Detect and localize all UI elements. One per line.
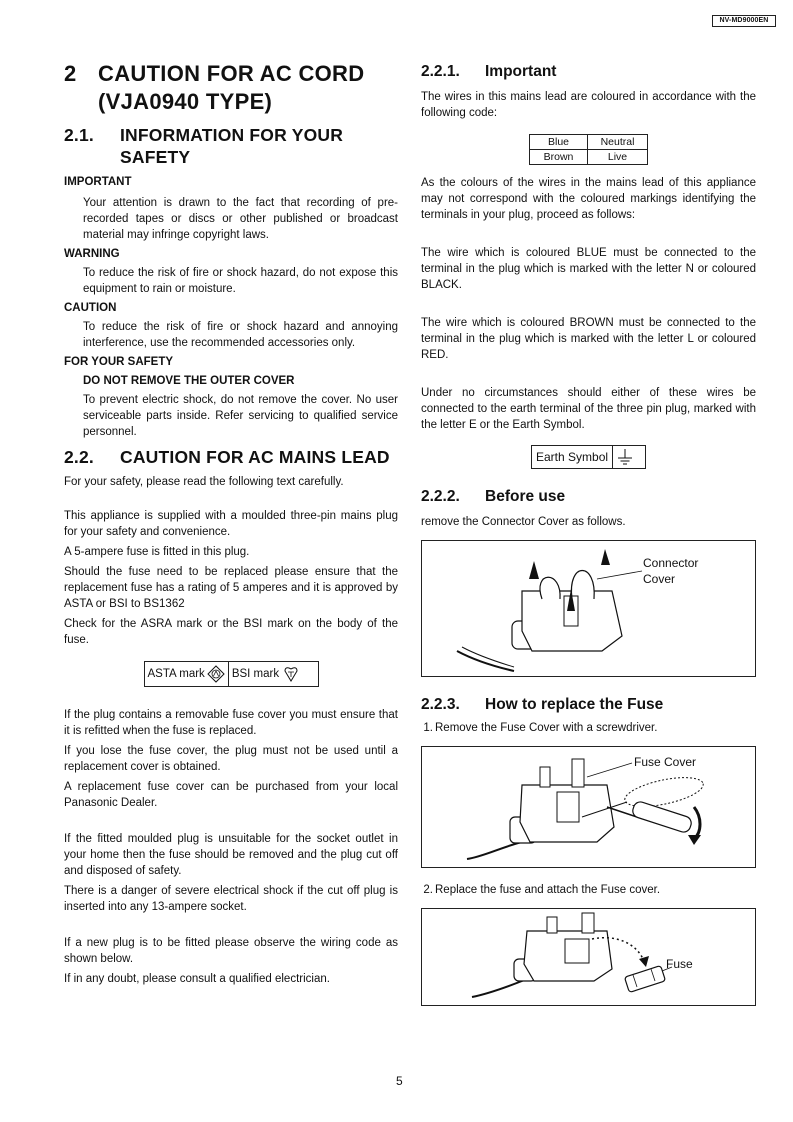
step-number: 1.	[423, 722, 433, 734]
paragraph: A 5-ampere fuse is fitted in this plug.	[64, 546, 250, 558]
section-heading-2-2-1	[421, 62, 756, 82]
screwdriver-plug-illustration	[422, 747, 757, 869]
paragraph: If you lose the fuse cover, the plug must not be used until a replacement cover is obtained.	[64, 745, 398, 773]
step-2	[421, 882, 756, 898]
section-heading-2-2	[64, 446, 398, 468]
paragraph: The wire which is coloured BLUE must be connected to the terminal in the plug which is marked with the letter N or coloured BLACK.	[421, 247, 756, 291]
important-label: IMPORTANT	[64, 176, 132, 188]
section-number: 2.1.	[64, 125, 94, 145]
step-text: Remove the Fuse Cover with a screwdriver.	[435, 722, 658, 734]
section-title: INFORMATION FOR YOUR SAFETY	[120, 125, 344, 167]
chapter-title: CAUTION FOR AC CORD (VJA0940 TYPE)	[98, 61, 365, 114]
wire-role-cell: Live	[588, 150, 648, 165]
paragraph: Under no circumstances should either of these wires be connected to the earth terminal of the three pin plug, marked with the letter E or the Earth Symbol.	[421, 387, 756, 431]
model-number-tag: NV-MD9000EN	[712, 15, 776, 27]
connector-cover-figure	[421, 540, 756, 677]
do-not-remove-label: DO NOT REMOVE THE OUTER COVER	[83, 375, 295, 387]
fuse-cover-removal-figure	[421, 746, 756, 868]
warning-text: To reduce the risk of fire or shock hazard, do not expose this equipment to rain or moisture.	[83, 267, 398, 295]
paragraph: If a new plug is to be fitted please observe the wiring code as shown below.	[64, 937, 398, 965]
cover-label: Cover	[643, 572, 676, 586]
paragraph: Check for the ASRA mark or the BSI mark on the body of the fuse.	[64, 618, 398, 646]
section-heading-2-2-3	[421, 695, 756, 715]
connector-label: Connector	[643, 556, 699, 570]
paragraph: For your safety, please read the following text carefully.	[64, 476, 344, 488]
section-title: CAUTION FOR AC MAINS LEAD	[120, 447, 390, 467]
section-number: 2.2.1.	[421, 63, 460, 80]
asta-mark-label: ASTA mark	[147, 668, 205, 680]
caution-text: To reduce the risk of fire or shock hazard and annoying interference, use the recommended accessories only.	[83, 321, 398, 349]
paragraph: Should the fuse need to be replaced please ensure that the replacement fuse has a rating of 5 amperes and it is approved by ASTA or BSI to BS1362	[64, 566, 398, 610]
section-heading-2-1	[64, 124, 398, 168]
paragraph: If the fitted moulded plug is unsuitable for the socket outlet in your home then the fuse should be removed and the plug cut off and disposed of safety.	[64, 833, 398, 877]
bsi-mark-label: BSI mark	[231, 668, 280, 680]
table-row	[530, 150, 648, 165]
fuse-cover-label: Fuse Cover	[634, 755, 697, 769]
important-text: Your attention is drawn to the fact that recording of pre-recorded tapes or discs or other published or broadcast material may infringe copyright laws.	[83, 197, 398, 241]
paragraph: The wires in this mains lead are coloured in accordance with the following code:	[421, 91, 756, 119]
fuse-marks-box	[144, 661, 319, 687]
paragraph: A replacement fuse cover can be purchased from your local Panasonic Dealer.	[64, 781, 398, 809]
table-row	[530, 135, 648, 150]
paragraph: If in any doubt, please consult a qualified electrician.	[64, 973, 330, 985]
section-number: 2.2.	[64, 447, 94, 467]
chapter-number: 2	[64, 61, 77, 86]
section-title: How to replace the Fuse	[485, 696, 664, 713]
bsi-mark-cell	[228, 662, 303, 686]
earth-symbol-cell	[612, 446, 637, 468]
asta-mark-cell	[145, 662, 228, 686]
paragraph: remove the Connector Cover as follows.	[421, 516, 626, 528]
wire-color-cell: Brown	[530, 150, 588, 165]
paragraph: This appliance is supplied with a moulded three-pin mains plug for your safety and convenience.	[64, 510, 398, 538]
plug-connector-illustration	[422, 541, 757, 678]
warning-label: WARNING	[64, 248, 120, 260]
bsi-kitemark-icon	[282, 665, 300, 683]
left-column	[64, 60, 398, 987]
fuse-replacement-illustration	[422, 909, 757, 1007]
replace-fuse-figure	[421, 908, 756, 1006]
step-text: Replace the fuse and attach the Fuse cover.	[435, 884, 661, 896]
section-title: Important	[485, 63, 557, 80]
wire-color-cell: Blue	[530, 135, 588, 150]
for-your-safety-label: FOR YOUR SAFETY	[64, 356, 174, 368]
section-number: 2.2.2.	[421, 488, 460, 505]
caution-label: CAUTION	[64, 302, 117, 314]
do-not-remove-text: To prevent electric shock, do not remove the cover. No user serviceable parts inside. Refer servicing to qualified service personnel.	[83, 394, 398, 438]
right-column	[421, 62, 756, 1006]
wire-role-cell: Neutral	[588, 135, 648, 150]
paragraph: If the plug contains a removable fuse cover you must ensure that it is refitted when the fuse is replaced.	[64, 709, 398, 737]
asta-mark-icon	[207, 665, 225, 683]
paragraph: As the colours of the wires in the mains lead of this appliance may not correspond with the coloured markings identifying the terminals in your plug, proceed as follows:	[421, 177, 756, 221]
step-number: 2.	[423, 884, 433, 896]
earth-symbol-label: Earth Symbol	[536, 450, 609, 464]
page-number: 5	[396, 1074, 403, 1088]
earth-ground-icon	[617, 448, 633, 466]
step-1	[421, 720, 756, 736]
section-title: Before use	[485, 488, 566, 505]
fuse-label: Fuse	[666, 957, 693, 971]
section-heading-2-2-2	[421, 487, 756, 507]
earth-symbol-box	[531, 445, 646, 469]
paragraph: The wire which is coloured BROWN must be connected to the terminal in the plug which is marked with the letter L or coloured RED.	[421, 317, 756, 361]
chapter-heading	[64, 60, 398, 116]
wiring-code-table	[529, 134, 648, 165]
paragraph: There is a danger of severe electrical shock if the cut off plug is inserted into any 13-ampere socket.	[64, 885, 398, 913]
section-number: 2.2.3.	[421, 696, 460, 713]
